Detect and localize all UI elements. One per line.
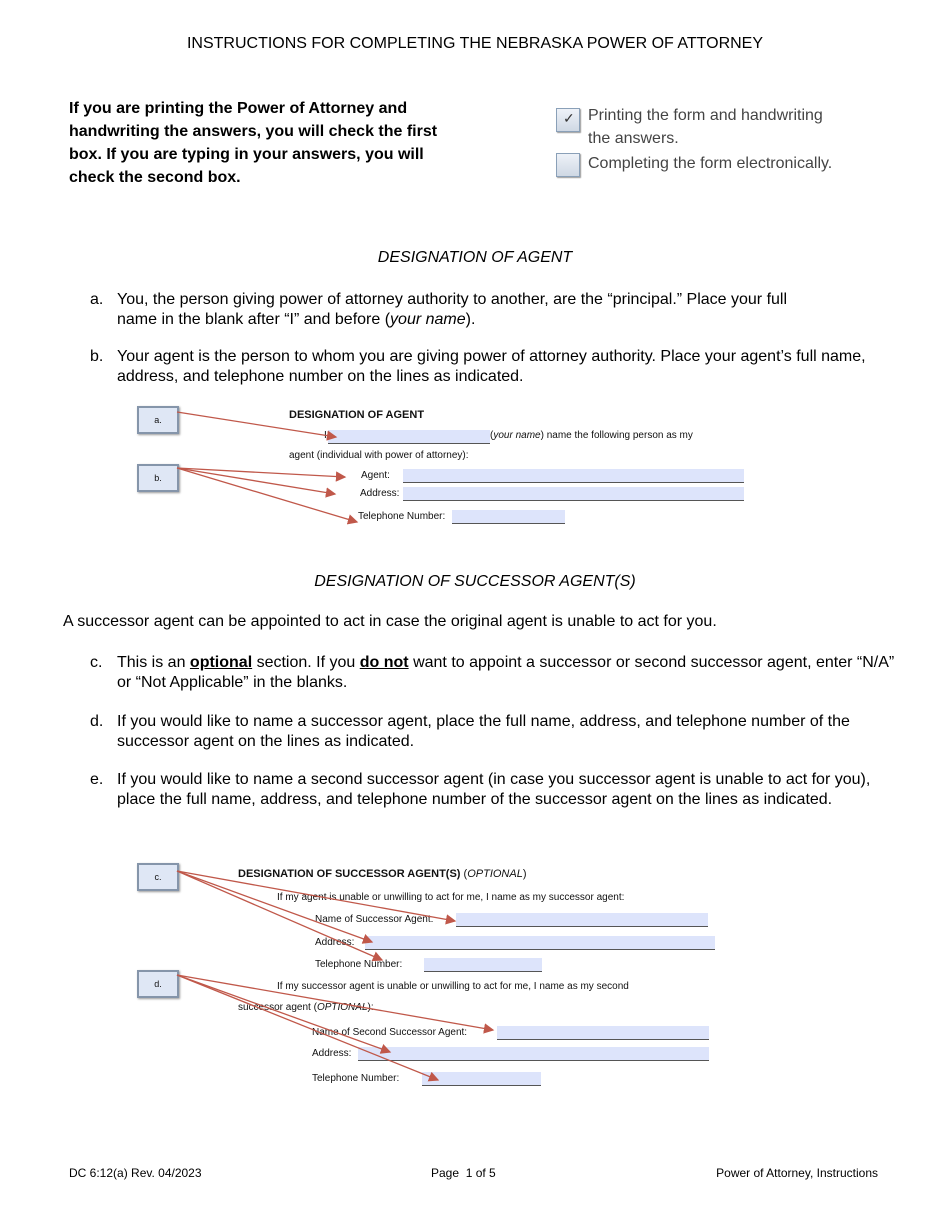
second-successor-address-label: Address: (312, 1048, 352, 1059)
second-successor-address-field[interactable] (358, 1047, 709, 1061)
item-text: section. If you (252, 654, 360, 671)
instruction-a (90, 290, 900, 330)
electronic-option-label: Completing the form electronically. (588, 155, 833, 172)
intro-line: handwriting the answers, you will check the first (69, 123, 438, 140)
checkmark-icon: ✓ (563, 110, 575, 126)
figure-title-em: OPTIONAL (467, 868, 523, 880)
figure-text: ) name the following person as my (540, 430, 693, 441)
section-heading-agent: DESIGNATION OF AGENT (377, 249, 573, 266)
arrow-b-phone (177, 468, 357, 522)
figure-text: successor agent ( (238, 1002, 317, 1013)
item-letter: c. (90, 654, 103, 671)
successor-intro: A successor agent can be appointed to act in case the original agent is unable to act for you. (63, 613, 717, 630)
tag-a: a. (137, 406, 179, 434)
item-text: Your agent is the person to whom you are giving power of attorney authority. Place your agent’s full name, address, and telephone number on the lines as indicated. (117, 348, 866, 385)
arrow-c-address (177, 871, 372, 942)
second-successor-phone-field[interactable] (422, 1072, 541, 1086)
figure-title: DESIGNATION OF AGENT (289, 409, 425, 421)
section-heading-successor: DESIGNATION OF SUCCESSOR AGENT(S) (314, 573, 636, 590)
tag-b: b. (137, 464, 179, 492)
successor-name-label: Name of Successor Agent: (315, 914, 434, 925)
intro-line: If you are printing the Power of Attorney and (69, 100, 408, 117)
footer-page-number: Page 1 of 5 (431, 1166, 496, 1180)
figure-text: If my successor agent is unable or unwilling to act for me, I name as my second (277, 981, 629, 992)
principal-name-field[interactable] (328, 430, 490, 444)
item-text: This is an (117, 654, 190, 671)
successor-phone-field[interactable] (424, 958, 542, 972)
instruction-d (90, 712, 900, 752)
figure-text: I (324, 430, 327, 441)
item-text-bold: optional (189, 654, 253, 671)
tag-d: d. (137, 970, 179, 998)
item-letter: a. (90, 291, 104, 308)
instruction-e (90, 770, 900, 810)
print-option-label-cont: the answers. (588, 130, 679, 147)
phone-field[interactable] (452, 510, 565, 524)
figure-text: ): (367, 1002, 374, 1013)
footer-form-number: DC 6:12(a) Rev. 04/2023 (69, 1166, 202, 1180)
figure-text-em: OPTIONAL (316, 1002, 368, 1013)
arrow-b-agent (177, 468, 345, 477)
figure-text: agent (individual with power of attorney): (289, 450, 469, 461)
document-title: INSTRUCTIONS FOR COMPLETING THE NEBRASKA POWER OF ATTORNEY (186, 35, 764, 52)
successor-name-field[interactable] (456, 913, 708, 927)
print-option-label: Printing the form and handwriting (588, 107, 823, 124)
item-letter: b. (90, 348, 104, 365)
address-label: Address: (360, 488, 400, 499)
successor-address-label: Address: (315, 937, 355, 948)
electronic-checkbox[interactable] (556, 153, 580, 177)
tag-c: c. (137, 863, 179, 891)
arrow-b-address (177, 468, 335, 494)
intro-line: box. If you are typing in your answers, you will (69, 146, 424, 163)
figure-text: (your name) name the following person as my (490, 430, 693, 441)
figure-text: If my agent is unable or unwilling to act for me, I name as my successor agent: (277, 892, 625, 903)
second-successor-name-label: Name of Second Successor Agent: (312, 1027, 468, 1038)
item-letter: e. (90, 771, 104, 788)
address-field[interactable] (403, 487, 744, 501)
item-letter: d. (90, 713, 104, 730)
successor-address-field[interactable] (365, 936, 715, 950)
successor-phone-label: Telephone Number: (315, 959, 403, 970)
figure-title: DESIGNATION OF SUCCESSOR AGENT(S) (OPTIONAL) (238, 868, 527, 880)
instruction-c (90, 653, 900, 693)
phone-label: Telephone Number: (358, 511, 446, 522)
print-checkbox[interactable] (556, 108, 580, 132)
footer-doc-name: Power of Attorney, Instructions (716, 1166, 878, 1180)
figure-text (238, 1002, 374, 1013)
item-text: want to appoint a successor or second successor agent, enter “N/A” or “Not Applicable” in the blanks. (117, 654, 895, 691)
item-text-bold: do not (359, 654, 409, 671)
item-text: If you would like to name a successor agent, place the full name, address, and telephone number of the successor agent on the lines as indicated. (117, 713, 850, 750)
figure-text-em: your name (493, 430, 541, 441)
agent-field[interactable] (403, 469, 744, 483)
second-successor-phone-label: Telephone Number: (312, 1073, 400, 1084)
intro-instructions (69, 97, 437, 189)
intro-line: check the second box. (69, 169, 241, 186)
item-text: You, the person giving power of attorney authority to another, are the “principal.” Place your full name in the blank after “I” and before ( (117, 291, 788, 328)
second-successor-name-field[interactable] (497, 1026, 709, 1040)
agent-label: Agent: (361, 470, 390, 481)
item-text-em: your name (390, 311, 466, 328)
figure-title-text: DESIGNATION OF SUCCESSOR AGENT(S) (238, 868, 461, 880)
item-text: ). (465, 311, 476, 328)
item-text: If you would like to name a second successor agent (in case you successor agent is unable to act for you), place the full name, address, and telephone number of the successor agent on the lines as indicated. (117, 771, 871, 808)
instruction-b (90, 347, 900, 387)
